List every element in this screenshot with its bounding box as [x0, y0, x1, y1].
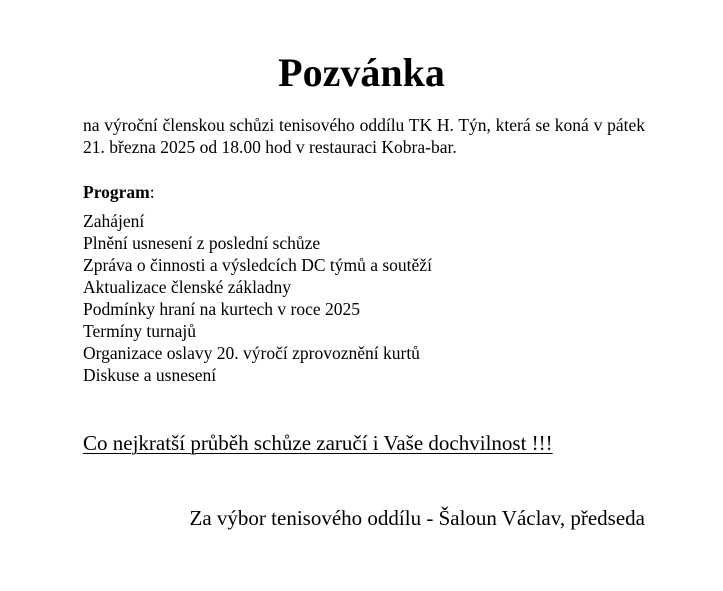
- agenda-list: [83, 210, 432, 386]
- program-heading: [83, 181, 155, 203]
- punctuality-note: Co nejkratší průběh schůze zaručí i Vaše dochvilnost !!!: [83, 431, 553, 455]
- invitation-title: Pozvánka: [278, 50, 445, 95]
- agenda-item: Plnění usnesení z poslední schůze: [83, 233, 321, 253]
- agenda-item: Zahájení: [83, 211, 145, 231]
- agenda-item: Podmínky hraní na kurtech v roce 2025: [83, 299, 361, 319]
- program-label: Program: [83, 182, 150, 202]
- program-colon: :: [149, 182, 155, 202]
- agenda-item: Termíny turnajů: [83, 321, 196, 341]
- invitation-intro-text: na výroční členskou schůzi tenisového oddílu TK H. Týn, která se koná v pátek 21. března 2025 od 18.00 hod v restauraci Kobra-bar.: [83, 115, 645, 157]
- agenda-item: Organizace oslavy 20. výročí zprovoznění kurtů: [83, 343, 420, 363]
- signature-line: Za výbor tenisového oddílu - Šaloun Václav, předseda: [189, 506, 645, 530]
- agenda-item: Zpráva o činnosti a výsledcích DC týmů a soutěží: [83, 255, 432, 275]
- agenda-item: Aktualizace členské základny: [83, 277, 291, 297]
- agenda-item: Diskuse a usnesení: [83, 365, 217, 385]
